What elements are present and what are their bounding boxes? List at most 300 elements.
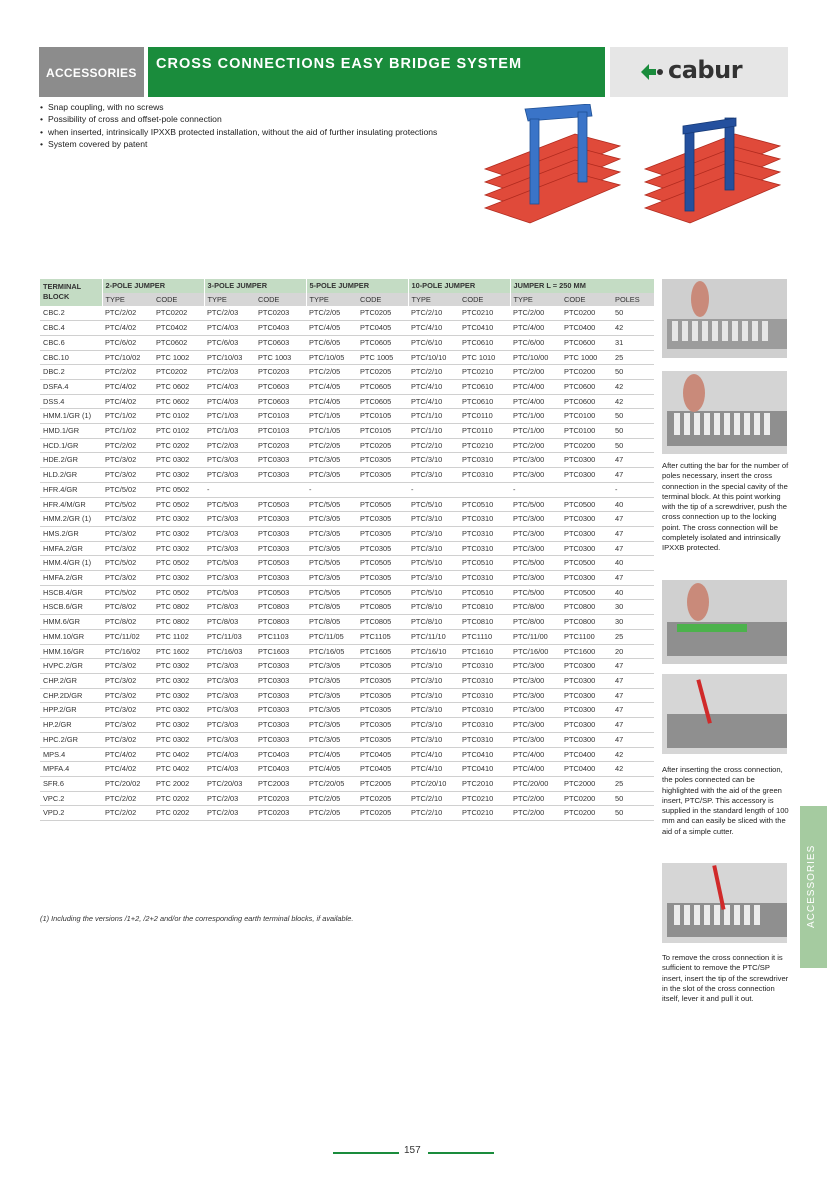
code-cell: PTC0203: [258, 793, 290, 803]
col-header-type: TYPE: [306, 293, 357, 307]
type-cell: PTC/6/00: [513, 337, 545, 347]
type-cell: PTC/3/02: [105, 470, 137, 480]
code-cell: PTC0503: [258, 558, 290, 568]
type-cell: PTC/1/05: [309, 411, 341, 421]
type-cell: PTC/4/00: [513, 764, 545, 774]
type-cell: PTC/2/05: [309, 367, 341, 377]
terminal-block-cell: HMM.10/GR: [43, 631, 85, 641]
logo-wordmark: cabur: [668, 56, 743, 84]
type-cell: PTC/4/03: [207, 749, 239, 759]
type-cell: PTC/3/02: [105, 720, 137, 730]
code-cell: PTC1100: [564, 631, 595, 641]
code-cell: PTC0303: [258, 720, 290, 730]
code-cell: PTC2010: [462, 778, 494, 788]
type-cell: PTC/3/03: [207, 573, 239, 583]
type-cell: PTC/3/02: [105, 514, 137, 524]
type-cell: PTC/4/05: [309, 749, 341, 759]
code-cell: PTC0110: [462, 411, 493, 421]
table-row: [40, 644, 654, 659]
code-cell: PTC0300: [564, 705, 596, 715]
code-cell: PTC0602: [156, 337, 188, 347]
type-cell: PTC/1/02: [105, 411, 137, 421]
poles-cell: 47: [615, 528, 624, 538]
table-row: [40, 526, 654, 541]
terminal-block-header: TERMINAL BLOCK: [40, 279, 102, 306]
table-row: [40, 688, 654, 703]
terminal-block-cell: HPC.2/GR: [43, 734, 78, 744]
type-cell: PTC/3/00: [513, 675, 545, 685]
table-row: [40, 673, 654, 688]
code-cell: PTC0300: [564, 573, 596, 583]
code-cell: PTC 0502: [156, 558, 190, 568]
caption-insert: After cutting the bar for the number of poles necessary, insert the cross connection in the special cavity of the terminal block. At this point working with the tip of a screwdriver, push the cross connection up to the locking point. The cross connection will be completely isolated and intrinsically IPXXB protected.: [662, 461, 789, 553]
type-cell: PTC/5/03: [207, 558, 239, 568]
type-cell: PTC/11/00: [513, 631, 548, 641]
col-header-poles: POLES: [612, 293, 654, 307]
code-cell: PTC 0302: [156, 720, 190, 730]
poles-cell: 40: [615, 499, 624, 509]
table-row: [40, 497, 654, 512]
code-cell: PTC0310: [462, 455, 494, 465]
code-cell: PTC0403: [258, 323, 290, 333]
type-cell: PTC/20/02: [105, 778, 141, 788]
code-cell: PTC0200: [564, 308, 596, 318]
code-cell: PTC0210: [462, 308, 494, 318]
type-cell: PTC/8/03: [207, 617, 239, 627]
poles-cell: 47: [615, 514, 624, 524]
type-cell: PTC/2/10: [411, 793, 443, 803]
caption-green-insert: After inserting the cross connection, the poles connected can be highlighted with the aid of the green insert, PTC/SP. This accessory is supplied in the standard length of 100 mm and can easily be sliced with the aid of a simple cutter.: [662, 765, 789, 836]
type-cell: PTC/3/10: [411, 705, 443, 715]
terminal-block-cell: HDE.2/GR: [43, 455, 78, 465]
code-cell: [357, 482, 408, 497]
feature-item: • System covered by patent: [40, 138, 460, 150]
code-cell: [255, 482, 306, 497]
type-cell: -: [309, 484, 312, 494]
jumper-table: [40, 279, 654, 821]
table-row: [40, 571, 654, 586]
footnote: (1) Including the versions /1+2, /2+2 and/or the corresponding earth terminal blocks, if available.: [40, 914, 354, 923]
code-cell: PTC0500: [564, 587, 596, 597]
type-cell: PTC/3/00: [513, 470, 545, 480]
type-cell: PTC/10/00: [513, 352, 549, 362]
type-cell: PTC/10/10: [411, 352, 447, 362]
code-cell: PTC0300: [564, 734, 596, 744]
type-cell: PTC/3/00: [513, 720, 545, 730]
code-cell: PTC0500: [564, 499, 596, 509]
type-cell: PTC/3/03: [207, 470, 239, 480]
code-cell: PTC0410: [462, 323, 494, 333]
type-cell: PTC/5/00: [513, 558, 545, 568]
type-cell: -: [513, 484, 516, 494]
type-cell: PTC/1/10: [411, 411, 443, 421]
code-cell: PTC0400: [564, 749, 596, 759]
type-cell: PTC/10/05: [309, 352, 345, 362]
terminal-block-cell: CBC.6: [43, 337, 65, 347]
terminal-block-cell: HLD.2/GR: [43, 470, 78, 480]
type-cell: PTC/3/00: [513, 705, 545, 715]
type-cell: PTC/3/02: [105, 573, 137, 583]
code-cell: PTC0210: [462, 440, 494, 450]
table-row: [40, 424, 654, 439]
code-cell: PTC0810: [462, 617, 494, 627]
type-cell: PTC/6/03: [207, 337, 239, 347]
terminal-block-cell: DSS.4: [43, 396, 65, 406]
table-row: [40, 703, 654, 718]
type-cell: PTC/3/10: [411, 528, 443, 538]
type-cell: PTC/4/02: [105, 381, 137, 391]
type-cell: PTC/3/02: [105, 675, 137, 685]
type-cell: PTC/3/00: [513, 661, 545, 671]
poles-cell: 40: [615, 587, 624, 597]
type-cell: PTC/3/03: [207, 528, 239, 538]
code-cell: PTC0105: [360, 426, 392, 436]
code-cell: PTC0300: [564, 720, 596, 730]
feature-list: [40, 101, 460, 151]
type-cell: PTC/3/03: [207, 661, 239, 671]
code-cell: PTC0203: [258, 308, 290, 318]
poles-cell: 42: [615, 381, 624, 391]
code-cell: PTC 1102: [156, 631, 189, 641]
type-cell: PTC/4/00: [513, 323, 545, 333]
poles-cell: 47: [615, 661, 624, 671]
type-cell: PTC/6/02: [105, 337, 137, 347]
type-cell: PTC/3/10: [411, 543, 443, 553]
type-cell: PTC/11/02: [105, 631, 140, 641]
terminal-block-cell: HMS.2/GR: [43, 528, 79, 538]
type-cell: PTC/8/10: [411, 617, 443, 627]
type-cell: PTC/4/05: [309, 764, 341, 774]
type-cell: PTC/1/02: [105, 426, 137, 436]
page-rule-right: [428, 1152, 494, 1154]
type-cell: PTC/5/10: [411, 558, 443, 568]
code-cell: PTC0210: [462, 808, 494, 818]
code-cell: PTC 0502: [156, 587, 190, 597]
code-cell: PTC0305: [360, 455, 392, 465]
poles-cell: 20: [615, 646, 624, 656]
table-row: [40, 541, 654, 556]
type-cell: PTC/3/02: [105, 661, 137, 671]
code-cell: PTC0605: [360, 396, 392, 406]
type-cell: PTC/3/05: [309, 661, 341, 671]
terminal-block-cell: CBC.4: [43, 323, 65, 333]
code-cell: PTC0805: [360, 602, 392, 612]
type-cell: PTC/3/10: [411, 690, 443, 700]
group-header: 2-POLE JUMPER: [102, 279, 204, 293]
terminal-block-cell: HP.2/GR: [43, 720, 72, 730]
type-cell: PTC/8/05: [309, 602, 341, 612]
code-cell: PTC0303: [258, 690, 290, 700]
poles-cell: 50: [615, 808, 624, 818]
table-row: [40, 747, 654, 762]
poles-cell: 50: [615, 367, 624, 377]
photo-insert-connection: [662, 371, 787, 454]
code-cell: PTC0210: [462, 793, 494, 803]
type-cell: PTC/5/10: [411, 587, 443, 597]
type-cell: PTC/11/10: [411, 631, 446, 641]
code-cell: PTC0403: [258, 764, 290, 774]
type-cell: PTC/11/05: [309, 631, 344, 641]
code-cell: PTC0600: [564, 337, 596, 347]
code-cell: PTC 1010: [462, 352, 496, 362]
type-cell: PTC/2/02: [105, 440, 137, 450]
type-cell: PTC/1/03: [207, 411, 239, 421]
red-jumper-right: [645, 134, 780, 223]
type-cell: PTC/2/00: [513, 367, 545, 377]
poles-cell: 25: [615, 631, 624, 641]
red-jumper-left: [485, 134, 620, 223]
type-cell: PTC/3/00: [513, 514, 545, 524]
type-cell: PTC/3/05: [309, 690, 341, 700]
table-row: [40, 615, 654, 630]
code-cell: PTC0803: [258, 617, 290, 627]
poles-cell: 47: [615, 573, 624, 583]
photo-remove-connection: [662, 863, 787, 943]
cabur-logo-icon: [638, 59, 666, 85]
col-header-type: TYPE: [102, 293, 153, 307]
type-cell: PTC/4/00: [513, 381, 545, 391]
type-cell: PTC/3/02: [105, 690, 137, 700]
code-cell: PTC0200: [564, 793, 596, 803]
type-cell: PTC/8/05: [309, 617, 341, 627]
type-cell: PTC/4/00: [513, 396, 545, 406]
type-cell: PTC/4/10: [411, 749, 443, 759]
col-header-code: CODE: [357, 293, 408, 307]
type-cell: PTC/5/02: [105, 587, 137, 597]
type-cell: PTC/8/02: [105, 617, 137, 627]
code-cell: PTC0800: [564, 602, 596, 612]
type-cell: PTC/3/03: [207, 720, 239, 730]
code-cell: PTC0405: [360, 323, 392, 333]
type-cell: PTC/3/02: [105, 543, 137, 553]
code-cell: PTC0610: [462, 381, 494, 391]
table-row: [40, 762, 654, 777]
photo-screwdriver: [662, 674, 787, 754]
code-cell: PTC0205: [360, 308, 392, 318]
type-cell: PTC/3/10: [411, 734, 443, 744]
section-label: ACCESSORIES: [39, 47, 144, 97]
type-cell: PTC/4/03: [207, 323, 239, 333]
code-cell: PTC0305: [360, 661, 392, 671]
type-cell: PTC/1/10: [411, 426, 443, 436]
terminal-block-cell: DSFA.4: [43, 381, 69, 391]
code-cell: PTC0200: [564, 367, 596, 377]
type-cell: PTC/20/05: [309, 778, 345, 788]
code-cell: PTC0403: [258, 749, 290, 759]
code-cell: PTC 0102: [156, 426, 190, 436]
code-cell: PTC 1002: [156, 352, 190, 362]
table-row: [40, 438, 654, 453]
code-cell: [561, 482, 612, 497]
col-header-type: TYPE: [408, 293, 459, 307]
code-cell: PTC0603: [258, 337, 290, 347]
type-cell: PTC/3/10: [411, 675, 443, 685]
type-cell: PTC/3/02: [105, 705, 137, 715]
table-row: [40, 335, 654, 350]
code-cell: PTC0503: [258, 587, 290, 597]
poles-cell: 42: [615, 323, 624, 333]
code-cell: PTC0305: [360, 514, 392, 524]
table-row: [40, 350, 654, 365]
code-cell: PTC 0502: [156, 499, 190, 509]
code-cell: PTC0200: [564, 808, 596, 818]
type-cell: PTC/3/05: [309, 514, 341, 524]
poles-cell: 47: [615, 720, 624, 730]
type-cell: PTC/3/05: [309, 455, 341, 465]
poles-cell: 47: [615, 455, 624, 465]
type-cell: PTC/1/05: [309, 426, 341, 436]
poles-cell: 50: [615, 426, 624, 436]
poles-cell: 47: [615, 675, 624, 685]
type-cell: PTC/6/05: [309, 337, 341, 347]
code-cell: PTC 0202: [156, 808, 190, 818]
table-row: [40, 718, 654, 733]
table-row: [40, 394, 654, 409]
type-cell: PTC/3/05: [309, 705, 341, 715]
poles-cell: 31: [615, 337, 624, 347]
code-cell: PTC1110: [462, 631, 493, 641]
terminal-block-cell: MPFA.4: [43, 764, 70, 774]
code-cell: PTC0300: [564, 470, 596, 480]
code-cell: PTC 0802: [156, 617, 190, 627]
code-cell: PTC 0302: [156, 705, 190, 715]
type-cell: -: [411, 484, 414, 494]
type-cell: PTC/2/02: [105, 308, 137, 318]
type-cell: PTC/3/00: [513, 734, 545, 744]
code-cell: PTC0510: [462, 587, 494, 597]
type-cell: PTC/3/05: [309, 543, 341, 553]
type-cell: PTC/5/02: [105, 484, 137, 494]
type-cell: PTC/4/03: [207, 764, 239, 774]
type-cell: PTC/1/03: [207, 426, 239, 436]
code-cell: PTC0402: [156, 323, 188, 333]
code-cell: PTC 0302: [156, 528, 190, 538]
code-cell: PTC0610: [462, 337, 494, 347]
code-cell: PTC0605: [360, 381, 392, 391]
code-cell: PTC 0502: [156, 484, 190, 494]
col-header-code: CODE: [561, 293, 612, 307]
code-cell: PTC0500: [564, 558, 596, 568]
code-cell: PTC0303: [258, 455, 290, 465]
type-cell: PTC/2/02: [105, 793, 137, 803]
code-cell: PTC0405: [360, 764, 392, 774]
type-cell: PTC/5/05: [309, 587, 341, 597]
table-row: [40, 791, 654, 806]
code-cell: PTC0305: [360, 543, 392, 553]
type-cell: PTC/20/03: [207, 778, 243, 788]
type-cell: PTC/5/05: [309, 558, 341, 568]
terminal-block-cell: HCD.1/GR: [43, 440, 79, 450]
code-cell: PTC0605: [360, 337, 392, 347]
type-cell: PTC/4/10: [411, 381, 443, 391]
terminal-block-cell: HMM.1/GR (1): [43, 411, 92, 421]
type-cell: PTC/2/10: [411, 808, 443, 818]
code-cell: PTC0205: [360, 808, 392, 818]
code-cell: PTC0105: [360, 411, 392, 421]
type-cell: PTC/10/03: [207, 352, 243, 362]
type-cell: PTC/6/10: [411, 337, 443, 347]
type-cell: PTC/20/10: [411, 778, 447, 788]
code-cell: PTC0100: [564, 426, 596, 436]
type-cell: PTC/3/05: [309, 573, 341, 583]
code-cell: PTC0303: [258, 573, 290, 583]
type-cell: PTC/5/00: [513, 587, 545, 597]
code-cell: PTC0810: [462, 602, 494, 612]
table-row: [40, 732, 654, 747]
type-cell: PTC/1/00: [513, 411, 545, 421]
type-cell: PTC/2/03: [207, 793, 239, 803]
type-cell: PTC/3/10: [411, 661, 443, 671]
table-row: [40, 453, 654, 468]
table-row: [40, 659, 654, 674]
terminal-block-cell: HPP.2/GR: [43, 705, 77, 715]
feature-item: • when inserted, intrinsically IPXXB protected installation, without the aid of further insulating protections: [40, 126, 460, 138]
code-cell: PTC2005: [360, 778, 392, 788]
code-cell: PTC 0102: [156, 411, 190, 421]
type-cell: PTC/3/03: [207, 734, 239, 744]
type-cell: PTC/3/03: [207, 514, 239, 524]
code-cell: PTC0303: [258, 543, 290, 553]
poles-cell: 42: [615, 749, 624, 759]
code-cell: PTC0800: [564, 617, 596, 627]
code-cell: PTC0300: [564, 661, 596, 671]
type-cell: PTC/3/02: [105, 734, 137, 744]
code-cell: PTC1603: [258, 646, 290, 656]
poles-cell: 50: [615, 411, 624, 421]
type-cell: PTC/3/00: [513, 528, 545, 538]
code-cell: PTC 0302: [156, 514, 190, 524]
code-cell: PTC0300: [564, 528, 596, 538]
poles-cell: 42: [615, 764, 624, 774]
terminal-block-cell: VPC.2: [43, 793, 65, 803]
terminal-block-cell: CHP.2/GR: [43, 675, 77, 685]
code-cell: PTC0300: [564, 690, 596, 700]
code-cell: PTC 0302: [156, 573, 190, 583]
type-cell: PTC/2/05: [309, 308, 341, 318]
type-cell: PTC/3/03: [207, 675, 239, 685]
code-cell: PTC 1602: [156, 646, 190, 656]
poles-cell: 30: [615, 602, 624, 612]
type-cell: PTC/2/05: [309, 793, 341, 803]
type-cell: PTC/16/05: [309, 646, 345, 656]
code-cell: PTC0305: [360, 720, 392, 730]
poles-cell: 47: [615, 734, 624, 744]
code-cell: PTC 0302: [156, 734, 190, 744]
code-cell: PTC1105: [360, 631, 391, 641]
terminal-block-cell: HFR.4/GR: [43, 484, 78, 494]
type-cell: PTC/2/02: [105, 367, 137, 377]
type-cell: PTC/3/03: [207, 690, 239, 700]
group-header: 3-POLE JUMPER: [204, 279, 306, 293]
type-cell: PTC/3/03: [207, 543, 239, 553]
code-cell: PTC0305: [360, 734, 392, 744]
code-cell: PTC0510: [462, 499, 494, 509]
terminal-block-cell: HMM.6/GR: [43, 617, 80, 627]
code-cell: PTC 1005: [360, 352, 394, 362]
type-cell: PTC/4/02: [105, 396, 137, 406]
photo-green-insert: [662, 580, 787, 664]
code-cell: PTC2003: [258, 778, 290, 788]
code-cell: PTC0505: [360, 558, 392, 568]
terminal-block-cell: HMFA.2/GR: [43, 543, 83, 553]
code-cell: PTC0305: [360, 573, 392, 583]
code-cell: PTC0203: [258, 367, 290, 377]
code-cell: PTC0305: [360, 675, 392, 685]
type-cell: PTC/4/10: [411, 764, 443, 774]
code-cell: PTC0310: [462, 514, 494, 524]
code-cell: PTC 0302: [156, 675, 190, 685]
code-cell: PTC0205: [360, 440, 392, 450]
